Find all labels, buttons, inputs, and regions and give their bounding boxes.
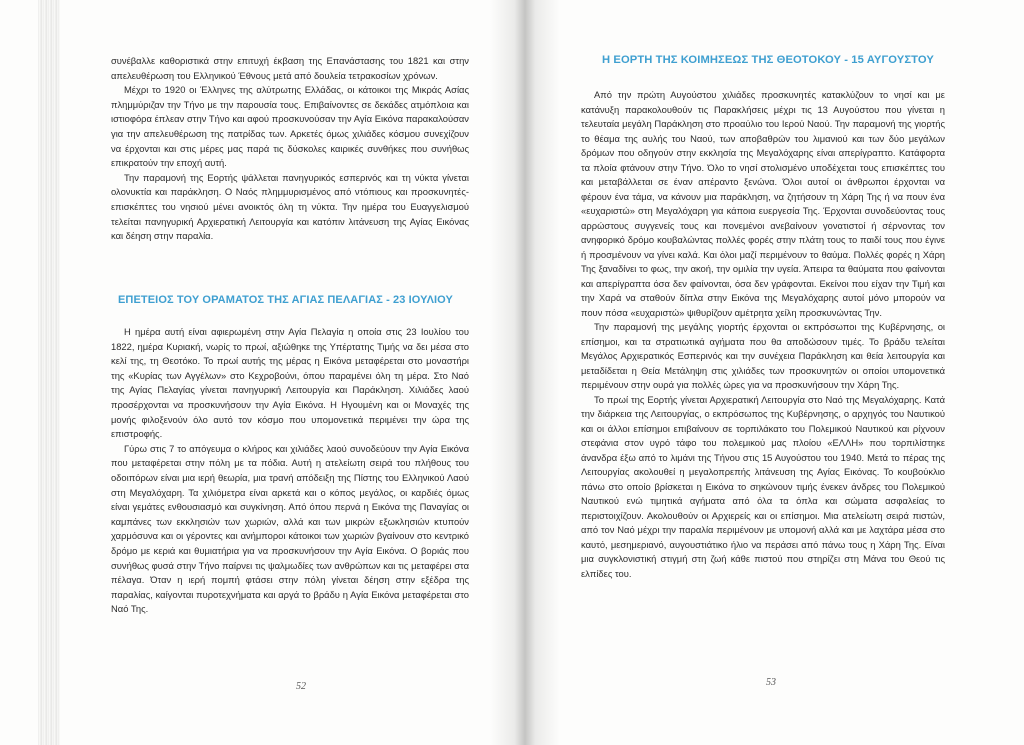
page-number-left: 52 <box>296 681 306 692</box>
section-heading-koimisi: Η ΕΟΡΤΗ ΤΗΣ ΚΟΙΜΗΣΕΩΣ ΤΗΣ ΘΕΟΤΟΚΟΥ - 15 ΑΥΓΟΥΣΤΟΥ <box>602 54 934 66</box>
paragraph: Η ημέρα αυτή είναι αφιερωμένη στην Αγία Πελαγία η οποία στις 23 Ιουλίου του 1822, ημέρα Κυριακή, νωρίς το πρωί, αξιώθηκε της Υπέρτατης Τιμής να δει μέσα στο κελί της, τη Θεοτόκο. Το πρωί αυτής της μέρας η Εικόνα μεταφέρεται στο μοναστήρι της «Κυρίας των Αγγέλων» στο Κεχροβούνι, όπου παραμένει όλη τη μέρα. Στο Ναό της Αγίας Πελαγίας γίνεται πανηγυρική Λειτουργία και Παράκληση. Χιλιάδες λαού προσέρχονται να προσκυνήσουν την Αγία Εικόνα. Η Ηγουμένη και οι Μοναχές της μονής φιλοξενούν όλο αυτό τον κόσμο που υπομονετικά περιμένει την ώρα της επιστροφής. <box>111 326 469 440</box>
left-intro-text <box>111 54 469 244</box>
paragraph: συνέβαλλε καθοριστικά στην επιτυχή έκβαση της Επανάστασης του 1821 και στην απελευθέρωση του Ελληνικού Έθνους μετά από δουλεία τετρακοσίων χρόνων. <box>111 55 469 81</box>
paragraph: Το πρωί της Εορτής γίνεται Αρχιερατική Λειτουργία στο Ναό της Μεγαλόχαρης. Κατά την διάρκεια της Λειτουργίας, ο εκπρόσωπος της Κυβέρνησης, ο αρχηγός του Ναυτικού και οι άλλοι επίσημοι επιβαίνουν σε τορπιλάκατο του Πολεμικού Ναυτικού και ρίχνουν στεφάνια στον υγρό τάφο του πολεμικού μας πλοίου «ΕΛΛΗ» που τορπιλίστηκε άνανδρα έξω από το λιμάνι της Τήνου στις 15 Αυγούστου του 1940. Μετά το πέρας της Λειτουργίας ακολουθεί η μεγαλοπρεπής λιτάνευση της Αγίας Εικόνας. Το κουβούκλιο πάνω στο οποίο βρίσκεται η Εικόνα το σηκώνουν τιμής ένεκεν άνδρες του Πολεμικού Ναυτικού ενώ τιμητικά αγήματα από όλα τα όπλα και σώματα ασφαλείας το περιστοιχίζουν. Ακολουθούν οι Αρχιερείς και οι επίσημοι. Μια ατελείωτη σειρά πιστών, από τον Ναό μέχρι την παραλία περιμένουν με υπομονή αλλά και με λαχτάρα μέσα στο καυτό, μεσημεριανό, αυγουστιάτικο ήλιο να περάσει από πάνω τους η Χάρη Της. Είναι μια συγκλονιστική στιγμή στη ζωή κάθε πιστού που στηρίζει στη Μάνα του Θεού τις ελπίδες του. <box>581 393 945 579</box>
paragraph: Γύρω στις 7 το απόγευμα ο κλήρος και χιλιάδες λαού συνοδεύουν την Αγία Εικόνα που μεταφέρεται στην πόλη με τα πόδια. Αυτή η ατελείωτη σειρά του πλήθους του οδοιπόρων είναι μια ιερή θεωρία, μια τρανή απόδειξη της Πίστης του Ελληνικού Λαού στη Μεγαλόχαρη. Τα χιλιόμετρα είναι αρκετά και ο κόπος μεγάλος, οι καρδιές όμως είναι γεμάτες ενθουσιασμό και συγκίνηση. Από όπου περνά η Εικόνα της Παναγίας οι καμπάνες των εκκλησιών των χωριών, αλλά και των μικρών εξωκλησιών κτυπούν χαρμόσυνα και οι γέροντες και ανήμποροι κάτοικοι των χωριών βγαίνουν στο κεντρικό δρόμο με κεριά και θυμιατήρια για να προσκυνήσουν την Αγία Εικόνα. Ο βοριάς που συνήθως φυσά στην Τήνο παίρνει τις ψαλμωδίες των ανθρώπων και τις μεταφέρει στα πέλαγα. Όταν η ιερή πομπή φτάσει στην πόλη γίνεται δέηση στην εξέδρα της παραλίας, καίγονται πυροτεχνήματα και αργά το βράδυ η Αγία Εικόνα μεταφέρεται στο Ναό Της. <box>111 442 469 615</box>
right-page <box>512 0 1024 745</box>
section-heading-agia-pelagia: ΕΠΕΤΕΙΟΣ ΤΟΥ ΟΡΑΜΑΤΟΣ ΤΗΣ ΑΓΙΑΣ ΠΕΛΑΓΙΑΣ - 23 ΙΟΥΛΙΟΥ <box>118 294 453 306</box>
left-section-text <box>111 325 469 617</box>
paragraph: Την παραμονή της μεγάλης γιορτής έρχονται οι εκπρόσωποι της Κυβέρνησης, οι επίσημοι, και τα στρατιωτικά αγήματα που θα αποδώσουν τιμές. Το βράδυ τελείται Μεγάλος Αρχιερατικός Εσπερινός και την συνέχεια Παράκληση και θεία λειτουργία και μεταδίδεται η Θεία Μετάληψη στις χιλιάδες των προσκυνητών οι οποίοι υπομονετικά περιμένουν στην ουρά για πολλές ώρες για να προσκυνήσουν την Χάρη Της. <box>581 321 945 390</box>
page-edge-stack <box>38 0 60 745</box>
right-section-text <box>581 88 945 581</box>
page-number-right: 53 <box>766 677 776 688</box>
paragraph: Από την πρώτη Αυγούστου χιλιάδες προσκυνητές κατακλύζουν το νησί και με κατάνυξη παρακολουθούν τις Παρακλήσεις μέχρι τις 13 Αυγούστου που γίνεται η τελευταία μεγάλη Παράκληση στο προαύλιο του Ιερού Ναού. Την παραμονή της γιορτής το θέαμα της αυλής του Ναού, των αποβαθρών του λιμανιού και των δύο μεγάλων δρόμων που οδηγούν στην εκκλησία της Μεγαλόχαρης είναι απερίγραπτο. Κατάφορτα τα πλοία φτάνουν στην Τήνο. Όλο το νησί στολισμένο υποδέχεται τους επισκέπτες του και μεταβάλλεται σε έναν απέραντο ξενώνα. Όλοι αυτοί οι άνθρωποι έρχονται να φέρουν ένα τάμα, να κάνουν μια παράκληση, να ζητήσουν τη Χάρη Της ή να πουν ένα «ευχαριστώ» στη Μεγαλόχαρη για κάποια ευεργεσία Της. Έρχονται συνοδεύοντας τους αρρώστους συγγενείς τους και πονεμένοι ανεβαίνουν γονατιστοί ή σέρνοντας τον ανηφορικό δρόμο κουβαλώντας πολλές φορές στην πλάτη τους το παιδί τους που έγινε ή προσμένουν να γίνει καλά. Και όλοι μαζί περιμένουν το θαύμα. Πολλές φορές η Χάρη Της ξαναδίνει το φως, την ακοή, την ομιλία την υγεία. Άπειρα τα θαύματα που φαίνονται και απερίγραπτα όσα δεν φαίνονται, όσα δεν γράφονται. Εκείνοι που είχαν την Τιμή και την Χαρά να σταθούν δίπλα στην Εικόνα της Μεγαλόχαρης αυτοί μόνο μπορούν να πουν πόσα «ευχαριστώ» ψιθυρίζουν αμέτρητα χείλη προσκυνώντας Την. <box>581 89 945 318</box>
paragraph: Την παραμονή της Εορτής ψάλλεται πανηγυρικός εσπερινός και τη νύκτα γίνεται ολονυκτία και παράκληση. Ο Ναός πλημμυρισμένος από ντόπιους και προσκυνητές-επισκέπτες του νησιού μένει ανοικτός όλη τη νύκτα. Την ημέρα του Ευαγγελισμού τελείται πανηγυρική Αρχιερατική Λειτουργία και κατόπιν λιτάνευση της Αγίας Εικόνας και δέηση στην παραλία. <box>111 171 469 242</box>
paragraph: Μέχρι το 1920 οι Έλληνες της αλύτρωτης Ελλάδας, οι κάτοικοι της Μικράς Ασίας πλημμύριζαν την Τήνο με την παρουσία τους. Επιβαίνοντες σε δεκάδες ατμόπλοια και ιστιοφόρα έπλεαν στην Τήνο και αφού προσκυνούσαν την Αγία Εικόνα παρακαλούσαν για την απελευθέρωση της πατρίδας των. Αρκετές όμως χιλιάδες κόσμου συνεχίζουν να έρχονται και στις μέρες μας παρά τις δύσκολες καιρικές συνθήκες που συνήθως επικρατούν την εποχή αυτή. <box>111 84 469 169</box>
book-gutter-shadow <box>490 0 560 745</box>
